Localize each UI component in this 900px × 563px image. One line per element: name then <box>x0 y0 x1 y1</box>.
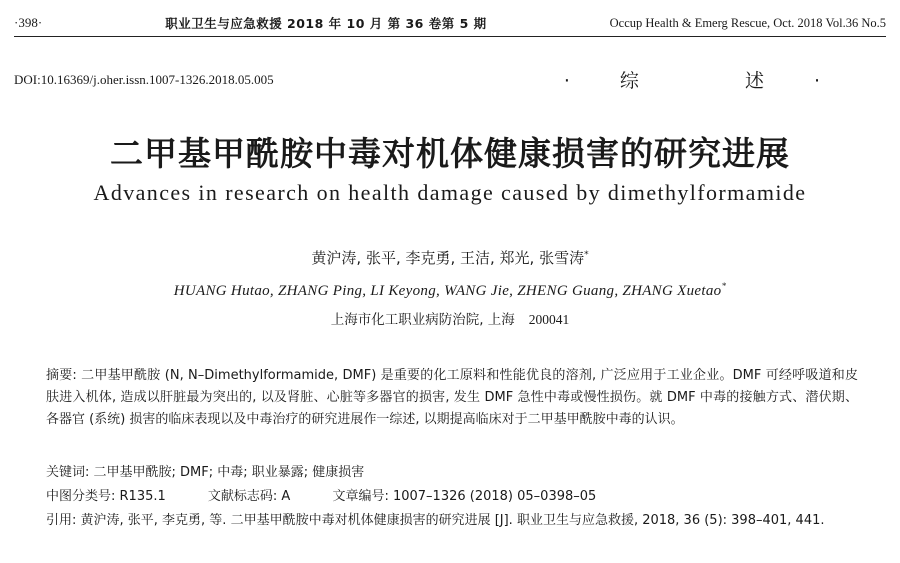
authors-chinese <box>0 247 900 268</box>
title-english: Advances in research on health damage caused by dimethylformamide <box>93 180 807 205</box>
title-chinese: 二甲基甲酰胺中毒对机体健康损害的研究进展 <box>110 134 790 173</box>
affiliation-name: 上海市化工职业病防治院, 上海 <box>330 312 515 328</box>
article-number: 文章编号: 1007–1326 (2018) 05–0398–05 <box>332 489 597 504</box>
authors-english-names: HUANG Hutao, ZHANG Ping, LI Keyong, WANG Jie, ZHENG Guang, ZHANG Xuetao <box>173 283 722 299</box>
page-number: ·398· <box>14 15 43 30</box>
classification-row <box>46 486 866 508</box>
corresponding-author-mark-en: * <box>721 281 727 291</box>
journal-issue-en: Occup Health & Emerg Rescue, Oct. 2018 Vol.36 No.5 <box>609 15 886 30</box>
keywords: 关键词: 二甲基甲酰胺; DMF; 中毒; 职业暴露; 健康损害 <box>46 465 365 480</box>
authors-english <box>0 281 900 300</box>
abstract: 摘要: 二甲基甲酰胺 (N, N–Dimethylformamide, DMF) 是重要的化工原料和性能优良的溶剂, 广泛应用于工业企业。DMF 可经呼吸道和皮肤进入机体, 造成以肝脏最为突出的, 以及肾脏、心脏等多器官的损害, 发生 DMF 急性中毒或慢性损伤。就 DMF 中毒的接触方式、潜伏期、各器官 (系统) 损害的临床表现以及中毒治疗的研究进展作一综述, 以期提高临床对于二甲基甲酰胺中毒的认识。 <box>46 368 858 427</box>
citation: 引用: 黄沪涛, 张平, 李克勇, 等. 二甲基甲酰胺中毒对机体健康损害的研究进展 [J]. 职业卫生与应急救援, 2018, 36 (5): 398–401, 441. <box>46 513 825 528</box>
affiliation <box>0 308 900 328</box>
doi[interactable]: DOI:10.16369/j.oher.issn.1007-1326.2018.05.005 <box>14 72 274 87</box>
running-header <box>14 10 886 37</box>
postcode: 200041 <box>528 312 570 327</box>
document-code: 文献标志码: A <box>207 489 291 504</box>
section-label: ·综 述· <box>563 70 870 92</box>
authors-chinese-names: 黄沪涛, 张平, 李克勇, 王洁, 郑光, 张雪涛 <box>311 249 585 267</box>
journal-issue-cn: 职业卫生与应急救援 2018 年 10 月 第 36 卷第 5 期 <box>165 16 487 31</box>
corresponding-author-mark: * <box>584 250 589 260</box>
clc-number: 中图分类号: R135.1 <box>46 489 166 504</box>
